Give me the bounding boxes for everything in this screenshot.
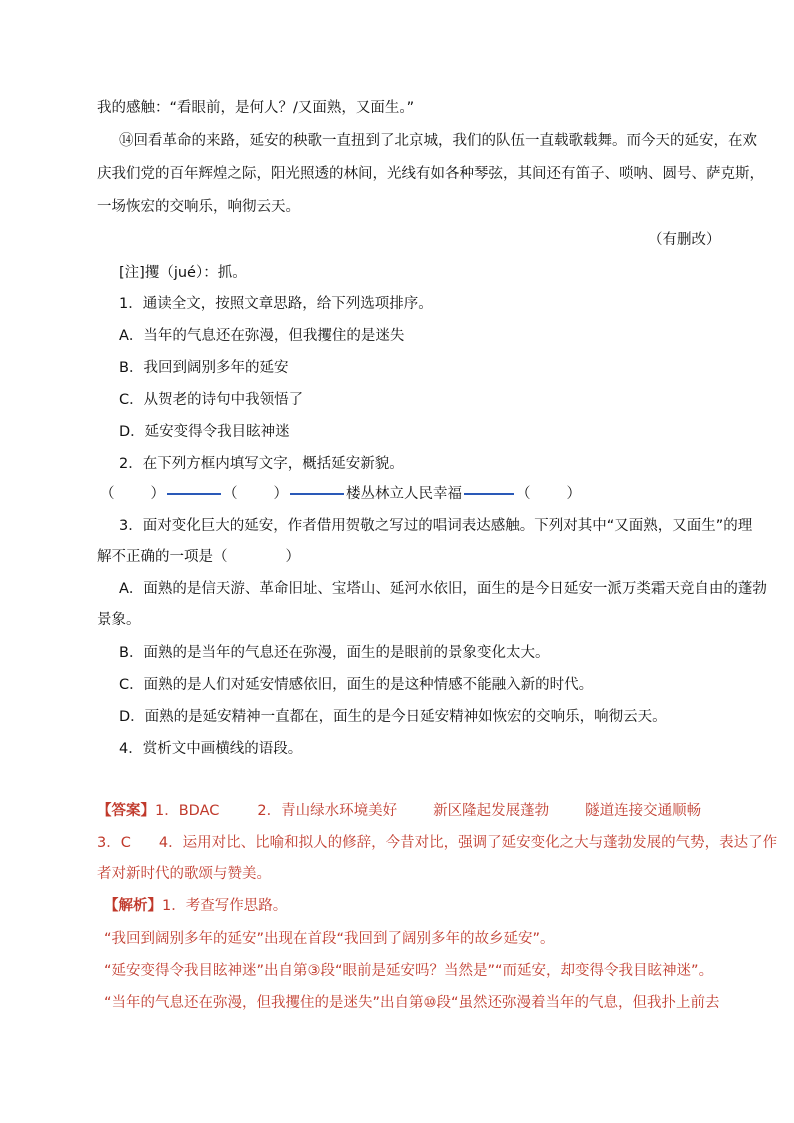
question-1-option-a: A．当年的气息还在弥漫，但我攫住的是迷失: [119, 328, 405, 344]
answer-2: 2．青山绿水环境美好: [257, 803, 398, 819]
answer-2-c: 隧道连接交通顺畅: [585, 803, 702, 819]
answer-3: 3．C: [97, 835, 131, 851]
connector-line: [290, 492, 344, 495]
question-2-fill-row: [100, 484, 581, 504]
close-paren: ）: [150, 486, 165, 502]
connector-line: [464, 492, 514, 495]
question-3-option-d: D．面熟的是延安精神一直都在，面生的是今日延安精神如恢宏的交响乐，响彻云天。: [119, 709, 667, 725]
answer-row: [97, 801, 701, 821]
question-1-option-c: C．从贺老的诗句中我领悟了: [119, 392, 304, 408]
analysis-line: “当年的气息还在弥漫，但我攫住的是迷失”出自第⑩段“虽然还弥漫着当年的气息，但我扑上前去: [104, 995, 720, 1011]
analysis-label: 【解析】: [104, 898, 162, 914]
analysis-row: [104, 896, 287, 916]
open-paren: （: [516, 486, 531, 502]
question-3-option-b: B．面熟的是当年的气息还在弥漫，面生的是眼前的景象变化太大。: [119, 645, 550, 661]
question-3: 解不正确的一项是（ ）: [97, 549, 300, 565]
answer-4-continued: 者对新时代的歌颂与赞美。: [97, 866, 271, 882]
open-paren: （: [100, 486, 115, 502]
answer-4: 4．运用对比、比喻和拟人的修辞，今昔对比，强调了延安变化之大与蓬勃发展的气势，表达了作: [158, 835, 778, 851]
answer-1: 1．BDAC: [155, 803, 220, 819]
annotation-note: [注]攫（jué）：抓。: [119, 265, 247, 281]
question-1-option-d: D．延安变得令我目眩神迷: [119, 424, 290, 440]
answer-row: [97, 833, 777, 853]
question-4: 4．赏析文中画横线的语段。: [119, 741, 303, 757]
analysis-line: “我回到阔别多年的延安”出现在首段“我回到了阔别多年的故乡延安”。: [104, 931, 555, 947]
source-note: （有删改）: [648, 232, 721, 248]
paragraph-14-line: ⑭回看革命的来路，延安的秧歌一直扭到了北京城，我们的队伍一直载歌载舞。而今天的延安，在欢: [119, 133, 757, 149]
question-3-option-a: A．面熟的是信天游、革命旧址、宝塔山、延河水依旧，面生的是今日延安一派万类霜天竞自由的蓬勃: [119, 581, 767, 597]
answer-2-b: 新区隆起发展蓬勃: [433, 803, 550, 819]
question-3-option-a: 景象。: [97, 612, 141, 628]
question-1: 1．通读全文，按照文章思路，给下列选项排序。: [119, 296, 433, 312]
question-3: 3．面对变化巨大的延安，作者借用贺敬之写过的唱词表达感触。下列对其中“又面熟，又面生”的理: [119, 518, 753, 534]
question-1-option-b: B．我回到阔别多年的延安: [119, 360, 289, 376]
close-paren: ）: [566, 486, 581, 502]
passage-line: 我的感触：“看眼前，是何人？/又面熟，又面生。”: [97, 100, 415, 116]
close-paren: ）: [273, 486, 288, 502]
question-3-option-c: C．面熟的是人们对延安情感依旧，面生的是这种情感不能融入新的时代。: [119, 677, 594, 693]
analysis-line: “延安变得令我目眩神迷”出自第③段“眼前是延安吗？当然是”“而延安，却变得令我目眩神迷”。: [104, 963, 714, 979]
analysis-line: 1．考查写作思路。: [162, 898, 288, 914]
answer-label: 【答案】: [97, 803, 155, 819]
connector-line: [167, 492, 221, 495]
open-paren: （: [223, 486, 238, 502]
paragraph-14-line: 庆我们党的百年辉煌之际，阳光照透的林间，光线有如各种琴弦，其间还有笛子、唢呐、圆号、萨克斯，: [97, 166, 764, 182]
paragraph-14-line: 一场恢宏的交响乐，响彻云天。: [97, 199, 300, 215]
question-2: 2．在下列方框内填写文字，概括延安新貌。: [119, 456, 404, 472]
fixed-box-text: 楼丛林立人民幸福: [346, 486, 462, 502]
